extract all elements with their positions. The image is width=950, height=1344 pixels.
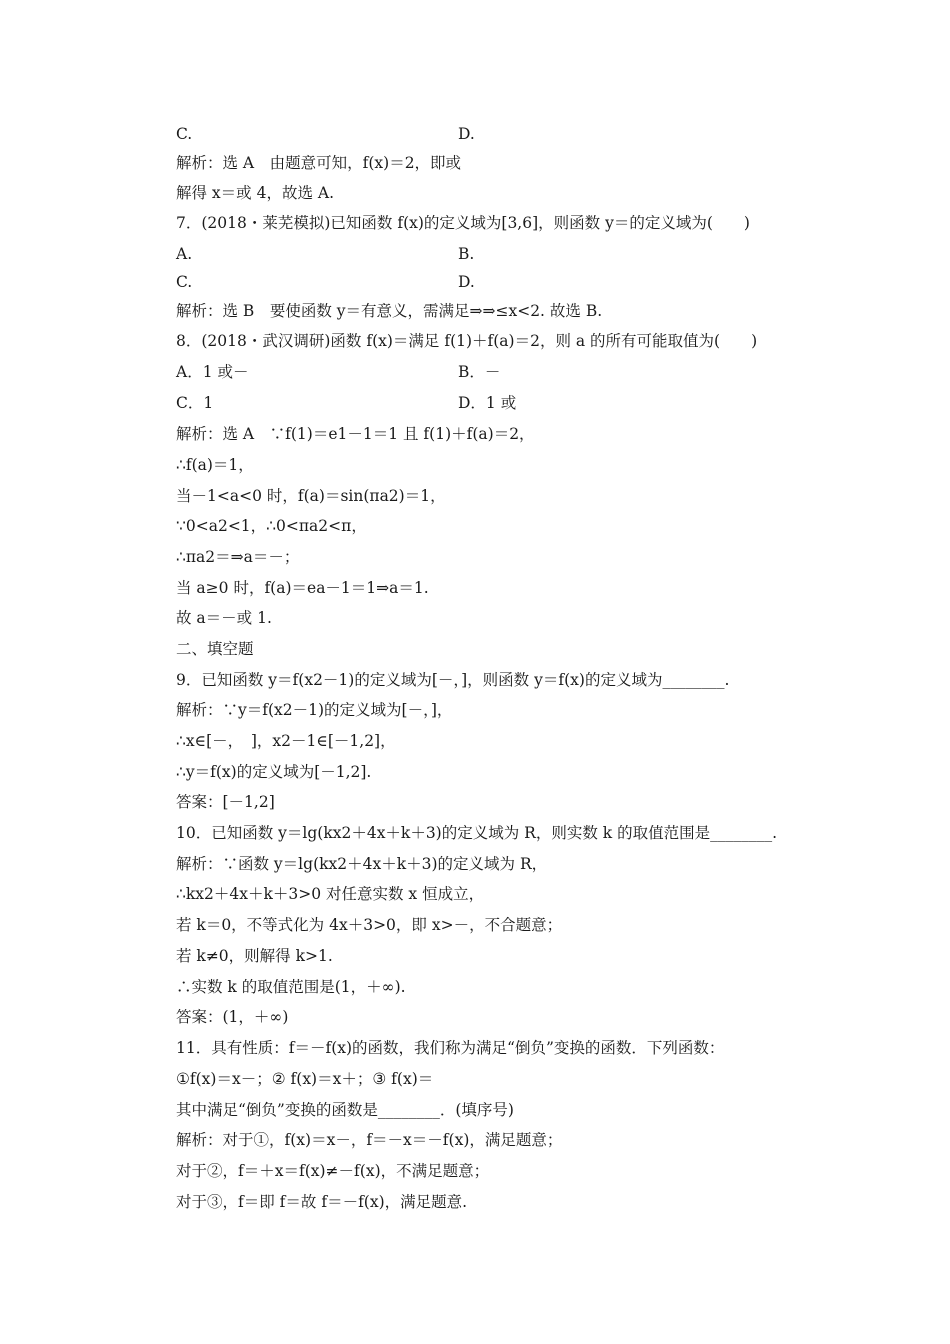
solution-text: ∴πa2＝⇒a＝－； xyxy=(176,548,300,566)
option-d: D. xyxy=(458,125,475,143)
solution-text: 若 k≠0，则解得 k>1. xyxy=(176,947,333,965)
question-prompt: 其中满足“倒负”变换的函数是________．(填序号) xyxy=(176,1101,514,1119)
solution-text: 对于②，f＝＋x＝f(x)≠－f(x)，不满足题意； xyxy=(176,1162,490,1180)
solution-text: ∴y＝f(x)的定义域为[－1,2]. xyxy=(176,763,372,781)
solution-text: ∴f(a)＝1， xyxy=(176,456,254,474)
option-d: D．1 或 xyxy=(458,394,517,412)
solution-text: 解析：选 A ∵f(1)＝e1－1＝1 且 f(1)＋f(a)＝2， xyxy=(176,425,535,443)
solution-text: 解析：选 B 要使函数 y＝有意义，需满足⇒⇒≤x<2. 故选 B. xyxy=(176,302,603,320)
solution-text: 解析：∵函数 y＝lg(kx2＋4x＋k＋3)的定义域为 R， xyxy=(176,855,548,873)
option-a: A. xyxy=(176,245,193,263)
solution-text: 对于③，f＝即 f＝故 f＝－f(x)，满足题意. xyxy=(176,1193,468,1211)
question-7: 7．(2018・莱芜模拟)已知函数 f(x)的定义域为[3,6]，则函数 y＝的定义域为( ) xyxy=(176,214,750,232)
question-11: 11．具有性质：f＝－f(x)的函数，我们称为满足“倒负”变换的函数．下列函数： xyxy=(176,1039,725,1057)
option-a: A．1 或－ xyxy=(176,363,249,381)
solution-text: 故 a＝－或 1. xyxy=(176,609,272,627)
solution-text: 解析：选 A 由题意可知，f(x)＝2，即或 xyxy=(176,154,462,172)
solution-text: ∵0<a2<1，∴0<πa2<π， xyxy=(176,517,367,535)
question-8: 8．(2018・武汉调研)函数 f(x)＝满足 f(1)＋f(a)＝2，则 a 的所有可能取值为( ) xyxy=(176,332,758,350)
solution-text: ∴kx2＋4x＋k＋3>0 对任意实数 x 恒成立， xyxy=(176,885,485,903)
section-heading: 二、填空题 xyxy=(176,640,254,658)
solution-text: 当－1<a<0 时，f(a)＝sin(πa2)＝1， xyxy=(176,487,446,505)
option-b: B. xyxy=(458,245,475,263)
solution-text: 当 a≥0 时，f(a)＝ea－1＝1⇒a＝1. xyxy=(176,579,429,597)
answer-text: 答案：[－1,2] xyxy=(176,793,275,811)
solution-text: 若 k＝0，不等式化为 4x＋3>0，即 x>－，不合题意； xyxy=(176,916,563,934)
answer-text: 答案：(1，＋∞) xyxy=(176,1008,289,1026)
question-9: 9．已知函数 y＝f(x2－1)的定义域为[－，]，则函数 y＝f(x)的定义域为________. xyxy=(176,671,730,689)
option-d: D. xyxy=(458,273,475,291)
solution-text: ∴实数 k 的取值范围是(1，＋∞). xyxy=(176,978,406,996)
option-c: C. xyxy=(176,125,193,143)
solution-text: 解析：对于①，f(x)＝x－，f＝－x＝－f(x)，满足题意； xyxy=(176,1131,563,1149)
solution-text: 解析：∵y＝f(x2－1)的定义域为[－，]， xyxy=(176,701,453,719)
option-b: B．－ xyxy=(458,363,501,381)
function-list: ①f(x)＝x－；② f(x)＝x＋；③ f(x)＝ xyxy=(176,1070,434,1088)
solution-text: 解得 x＝或 4，故选 A. xyxy=(176,184,335,202)
solution-text: ∴x∈[－， ]，x2－1∈[－1,2]， xyxy=(176,732,396,750)
option-c: C．1 xyxy=(176,394,214,412)
question-10: 10．已知函数 y＝lg(kx2＋4x＋k＋3)的定义域为 R，则实数 k 的取值范围是________. xyxy=(176,824,778,842)
option-c: C. xyxy=(176,273,193,291)
